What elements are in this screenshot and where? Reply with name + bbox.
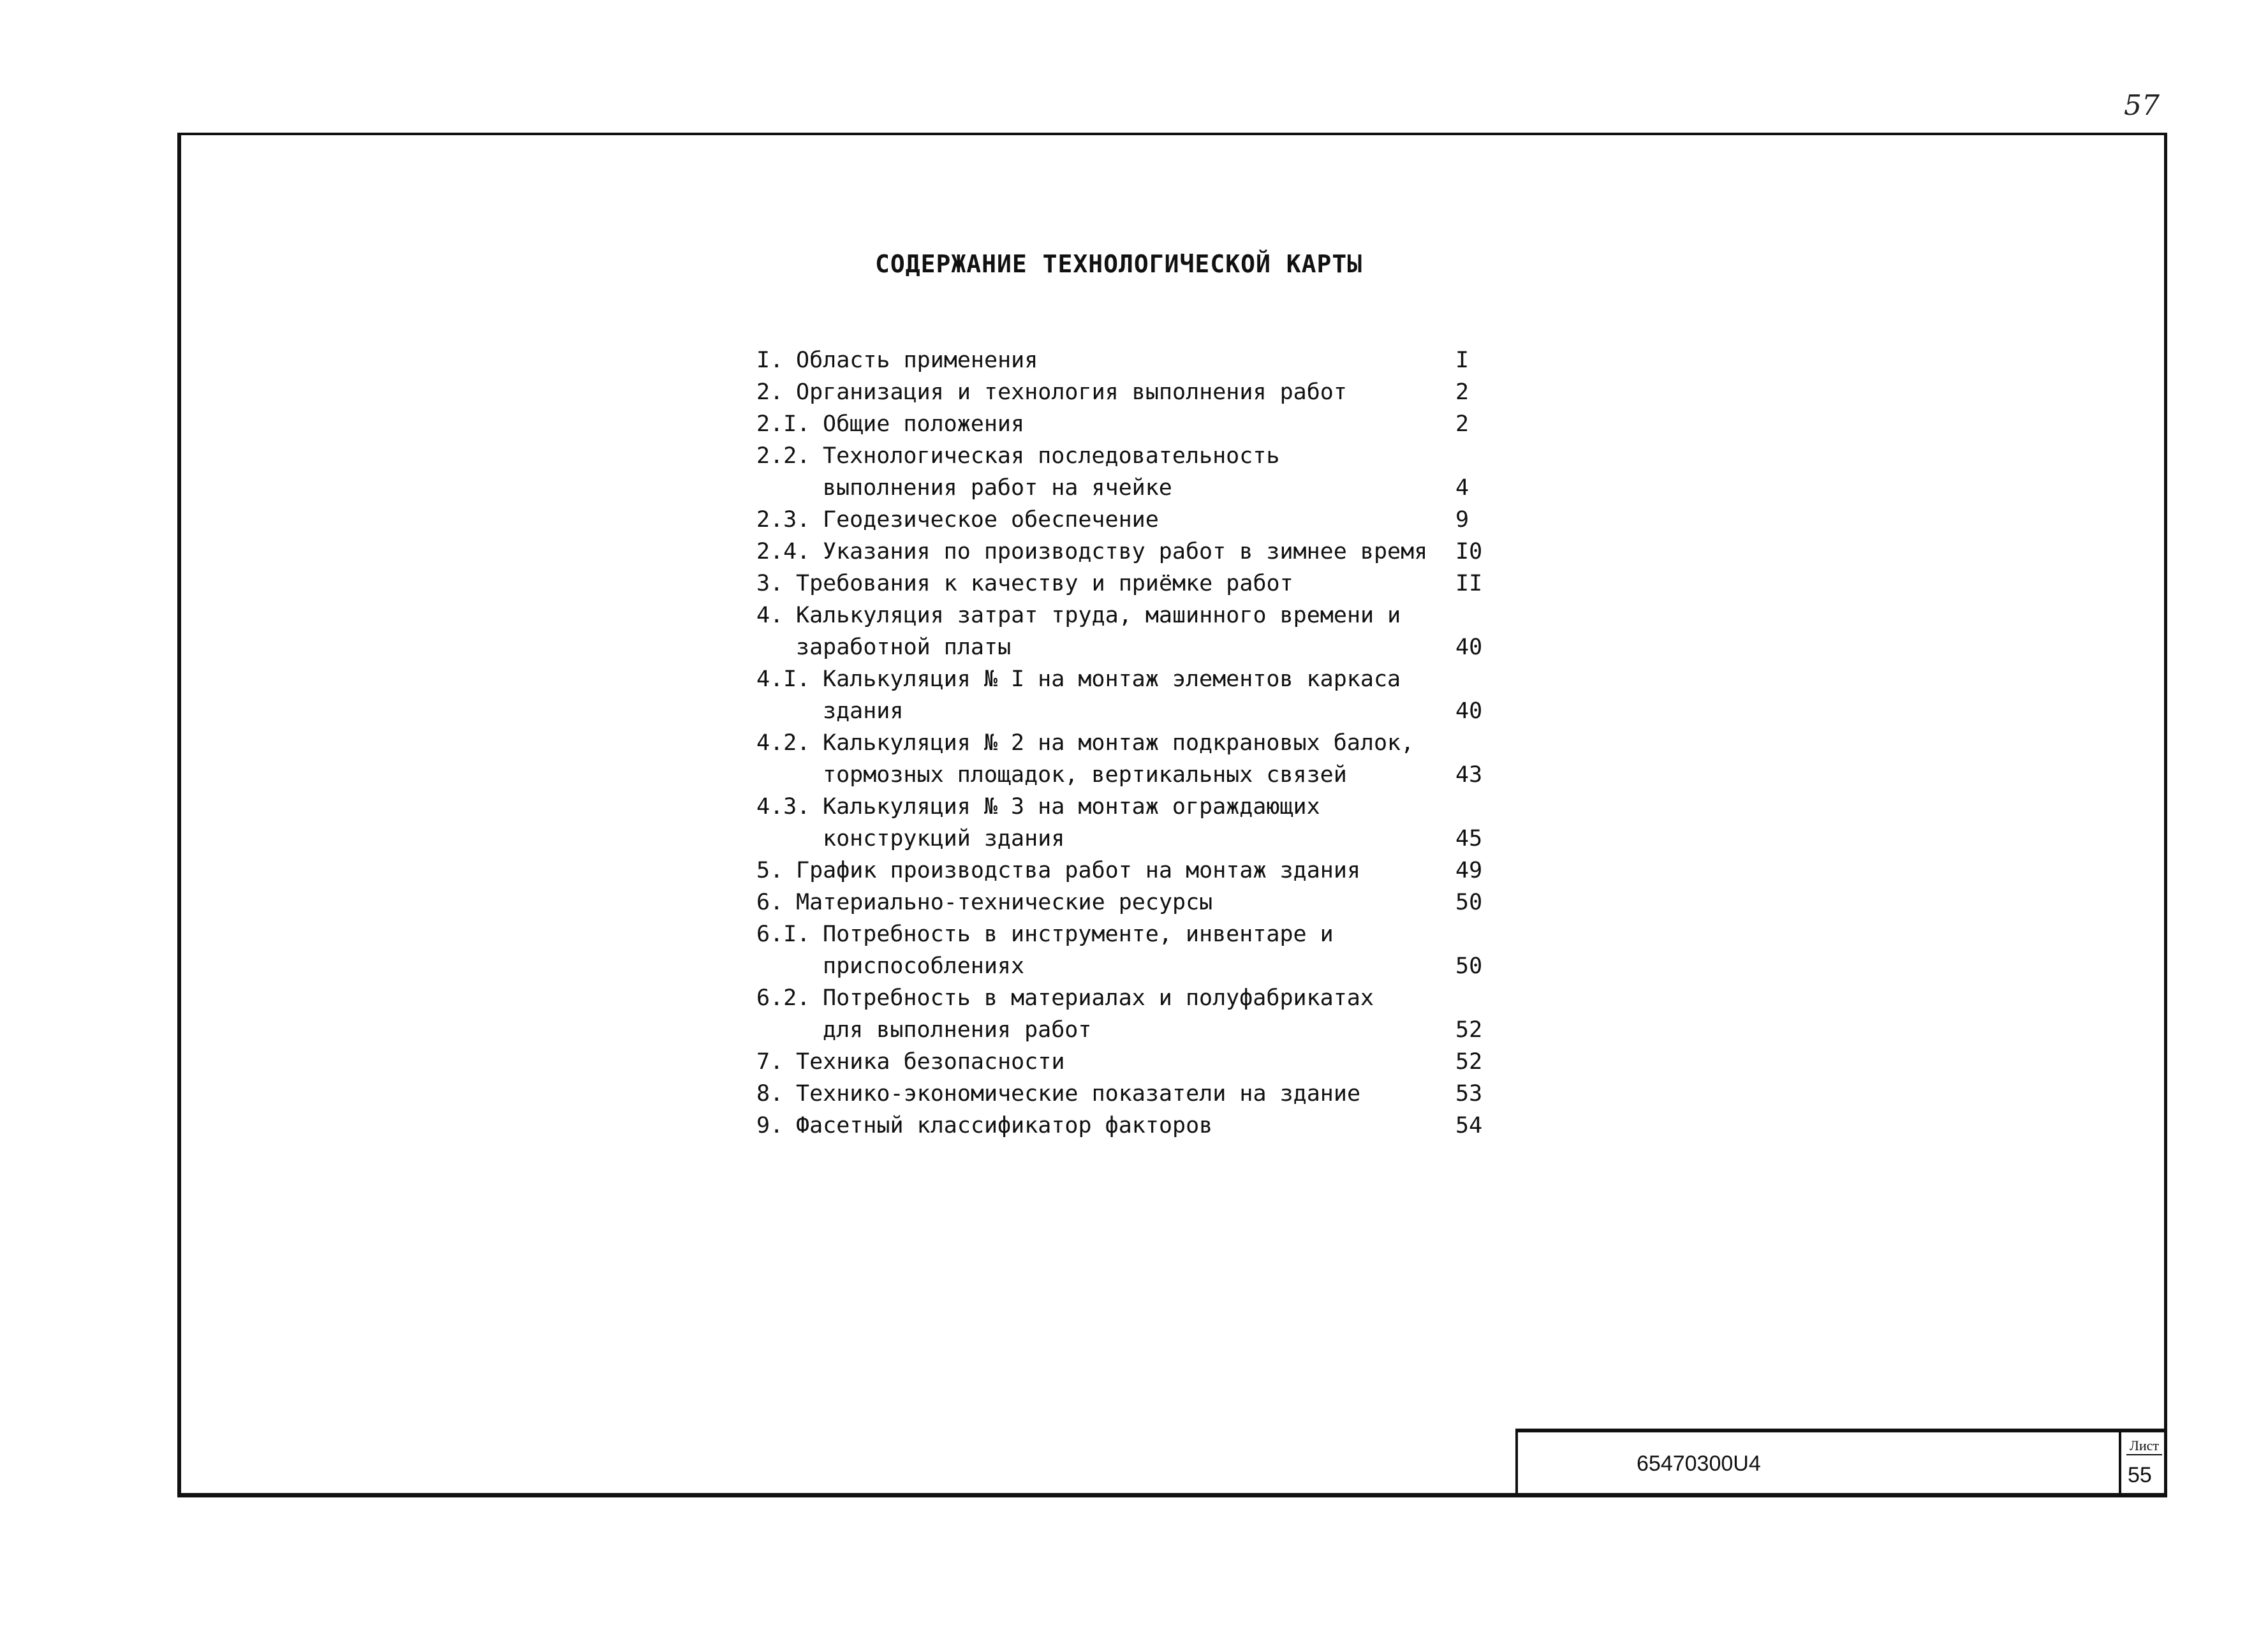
toc-page: 2 [1455, 379, 1469, 405]
toc-line [756, 663, 1509, 695]
toc-text: Калькуляция № 3 на монтаж ограждающих [823, 794, 1320, 820]
toc-line [756, 823, 1509, 855]
toc-number: 5. [756, 858, 784, 883]
toc-line [756, 950, 1509, 982]
toc-line [756, 472, 1509, 504]
toc-line [756, 504, 1509, 536]
toc-number: 7. [756, 1049, 784, 1075]
corner-page-number: 57 [2124, 89, 2160, 122]
page-title: СОДЕРЖАНИЕ ТЕХНОЛОГИЧЕСКОЙ КАРТЫ [875, 250, 1363, 278]
toc-text: Калькуляция № I на монтаж элементов каркаса [823, 666, 1401, 692]
toc-page: I [1455, 348, 1469, 373]
toc-number: 4. [756, 603, 784, 628]
toc-page: I0 [1455, 539, 1483, 564]
toc-number: 6.I. [756, 922, 811, 947]
toc-line [756, 759, 1509, 791]
toc-line [756, 568, 1509, 599]
toc-text: Технико-экономические показатели на здание [796, 1081, 1361, 1107]
toc-page: 2 [1455, 411, 1469, 437]
title-block-stamp [1515, 1429, 2167, 1497]
toc-number: 2.I. [756, 411, 811, 437]
toc-number: 4.2. [756, 730, 811, 756]
toc-number: 4.I. [756, 666, 811, 692]
toc-number: 2.2. [756, 443, 811, 469]
toc-text: для выполнения работ [823, 1017, 1092, 1043]
toc-line [756, 982, 1509, 1014]
toc-text: приспособлениях [823, 953, 1025, 979]
toc-text: Геодезическое обеспечение [823, 507, 1159, 533]
toc-number: 3. [756, 571, 784, 596]
toc-page: 52 [1455, 1049, 1483, 1075]
toc-page: 54 [1455, 1113, 1483, 1138]
toc-line [756, 791, 1509, 823]
sheet-number: 55 [2128, 1463, 2152, 1487]
toc-page: 50 [1455, 890, 1483, 915]
toc-number: 6. [756, 890, 784, 915]
toc-line [756, 408, 1509, 440]
sheet-label: Лист [2126, 1438, 2162, 1455]
toc-text: тормозных площадок, вертикальных связей [823, 762, 1347, 788]
toc-line [756, 344, 1509, 376]
toc-page: 52 [1455, 1017, 1483, 1043]
document-code: 65470300U4 [1637, 1452, 1761, 1476]
toc-number: 2. [756, 379, 784, 405]
toc-page: 43 [1455, 762, 1483, 788]
toc-text: График производства работ на монтаж здания [796, 858, 1361, 883]
toc-text: Технологическая последовательность [823, 443, 1280, 469]
toc-page: 4 [1455, 475, 1469, 501]
toc-text: здания [823, 698, 904, 724]
table-of-contents [756, 344, 1509, 1142]
toc-page: 49 [1455, 858, 1483, 883]
toc-line [756, 599, 1509, 631]
toc-line [756, 440, 1509, 472]
toc-line [756, 886, 1509, 918]
toc-text: заработной платы [796, 635, 1012, 660]
toc-line [756, 727, 1509, 759]
toc-page: 50 [1455, 953, 1483, 979]
toc-line [756, 1014, 1509, 1046]
toc-page: 9 [1455, 507, 1469, 533]
toc-number: 9. [756, 1113, 784, 1138]
toc-number: 6.2. [756, 985, 811, 1011]
toc-page: 53 [1455, 1081, 1483, 1107]
toc-number: 8. [756, 1081, 784, 1107]
toc-text: Требования к качеству и приёмке работ [796, 571, 1293, 596]
toc-line [756, 1110, 1509, 1142]
toc-line [756, 918, 1509, 950]
toc-page: II [1455, 571, 1483, 596]
toc-text: Фасетный классификатор факторов [796, 1113, 1213, 1138]
sheet-cell [2119, 1432, 2167, 1497]
toc-text: конструкций здания [823, 826, 1065, 851]
toc-line [756, 536, 1509, 568]
toc-text: Калькуляция № 2 на монтаж подкрановых балок, [823, 730, 1415, 756]
toc-text: Общие положения [823, 411, 1025, 437]
toc-line [756, 1046, 1509, 1078]
toc-page: 40 [1455, 698, 1483, 724]
toc-line [756, 855, 1509, 886]
toc-number: 2.4. [756, 539, 811, 564]
toc-line [756, 1078, 1509, 1110]
toc-number: 2.3. [756, 507, 811, 533]
toc-text: Потребность в материалах и полуфабрикатах [823, 985, 1374, 1011]
toc-text: Организация и технология выполнения работ [796, 379, 1347, 405]
toc-text: выполнения работ на ячейке [823, 475, 1172, 501]
toc-text: Указания по производству работ в зимнее время [823, 539, 1428, 564]
toc-text: Область применения [796, 348, 1038, 373]
toc-text: Техника безопасности [796, 1049, 1065, 1075]
toc-line [756, 695, 1509, 727]
toc-page: 40 [1455, 635, 1483, 660]
toc-text: Потребность в инструменте, инвентаре и [823, 922, 1334, 947]
toc-line [756, 376, 1509, 408]
toc-line [756, 631, 1509, 663]
toc-text: Материально-технические ресурсы [796, 890, 1213, 915]
toc-number: 4.3. [756, 794, 811, 820]
toc-text: Калькуляция затрат труда, машинного времени и [796, 603, 1401, 628]
toc-page: 45 [1455, 826, 1483, 851]
toc-number: I. [756, 348, 784, 373]
